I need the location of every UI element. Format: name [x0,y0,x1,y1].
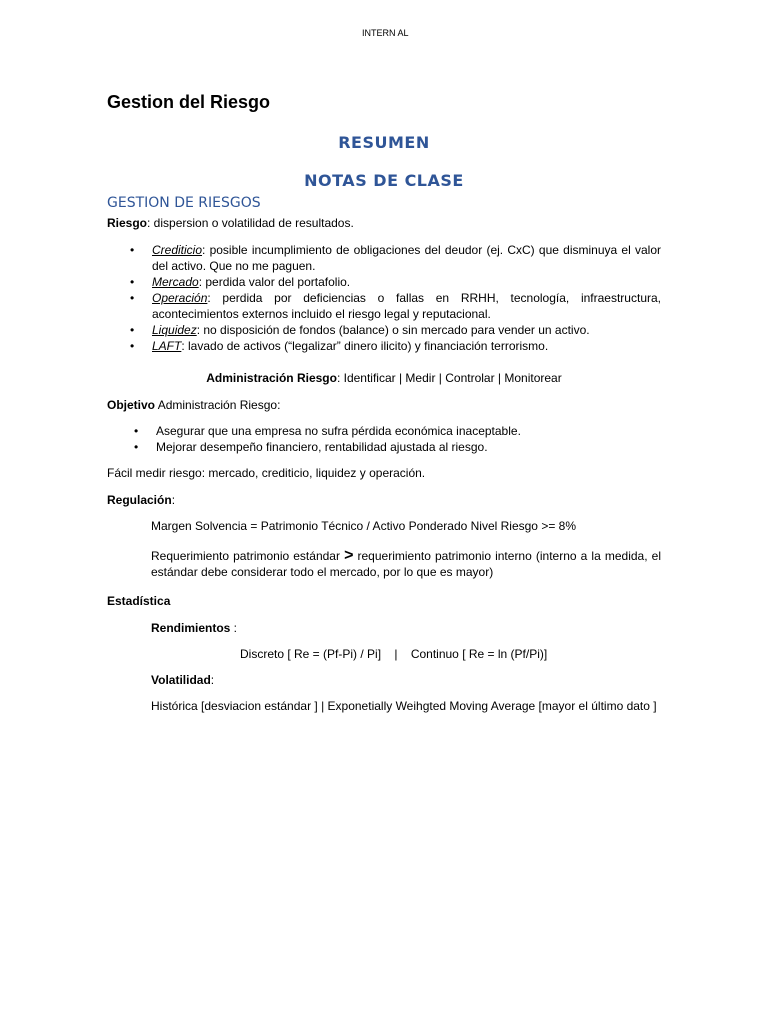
objetivo-item: Asegurar que una empresa no sufra pérdida económica inaceptable. [156,424,521,438]
volatilidad-heading [151,672,661,688]
risk-text: : posible incumplimiento de obligaciones del deudor (ej. CxC) que disminuya el valor del activo. Que no me paguen. [152,243,661,273]
greater-than: > [344,547,354,564]
risk-text: : perdida valor del portafolio. [198,275,351,289]
admin-riesgo-line [0,370,768,386]
riesgo-definition [107,215,667,231]
rendimientos-heading [151,620,661,636]
riesgo-term: Riesgo [107,216,148,230]
section-heading: GESTION DE RIESGOS [107,195,261,211]
estadistica-heading [107,593,667,609]
rendimientos-colon: : [230,621,238,635]
historica-text: Histórica [desviacion estándar ] | Exponetially Weihgted Moving Average [mayor el último dato ] [151,699,657,713]
objetivo-text: Administración Riesgo: [155,398,281,412]
volatilidad-label: Volatilidad [151,673,211,687]
facil-line: Fácil medir riesgo: mercado, crediticio, liquidez y operación. [107,466,426,480]
risk-text: : no disposición de fondos (balance) o sin mercado para vender un activo. [196,323,590,337]
risk-term: Liquidez [152,323,197,337]
admin-text: : Identificar | Medir | Controlar | Monitorear [336,371,562,385]
volatilidad-colon: : [210,673,215,687]
regulacion-colon: : [171,493,176,507]
riesgo-def: : dispersion o volatilidad de resultados. [147,216,354,230]
risk-term: Mercado [152,275,199,289]
requerimiento-text [151,548,661,580]
risk-types-list [152,242,661,354]
risk-term: Crediticio [152,243,203,257]
list-item [152,290,661,322]
internal-label: INTERN AL [362,28,409,38]
list-item [152,274,661,290]
regulacion-label: Regulación [107,493,172,507]
list-item [152,242,661,274]
margen-solvencia: Margen Solvencia = Patrimonio Técnico / Activo Ponderado Nivel Riesgo >= 8% [151,519,577,533]
risk-text: : perdida por deficiencias o fallas en RRHH, tecnología, infraestructura, acontecimientos externos incluido el riesgo legal y reputacional. [152,291,661,321]
list-item [152,322,661,338]
notas-heading: NOTAS DE CLASE [304,171,464,190]
risk-term: LAFT [152,339,182,353]
list-item [156,423,661,439]
list-item [156,439,661,455]
objetivo-item: Mejorar desempeño financiero, rentabilidad ajustada al riesgo. [156,440,488,454]
objetivo-label: Objetivo [107,398,156,412]
objetivo-list [156,423,661,455]
resumen-heading: RESUMEN [338,133,430,152]
rendimientos-formula: Discreto [ Re = (Pf-Pi) / Pi] | Continuo [ Re = ln (Pf/Pi)] [240,647,548,661]
document-title: Gestion del Riesgo [107,92,271,112]
risk-term: Operación [152,291,208,305]
estadistica-label: Estadística [107,594,171,608]
regulacion-heading [107,492,667,508]
admin-label: Administración Riesgo [206,371,337,385]
rendimientos-label: Rendimientos [151,621,231,635]
objetivo-line [107,397,667,413]
req-b: requerimiento patrimonio interno (interno a la medida, el estándar debe considerar todo el mercado, por lo que es mayor) [151,549,661,579]
req-a: Requerimiento patrimonio estándar [151,549,345,563]
list-item [152,338,661,354]
risk-text: : lavado de activos (“legalizar” dinero ilicito) y financiación terrorismo. [181,339,549,353]
